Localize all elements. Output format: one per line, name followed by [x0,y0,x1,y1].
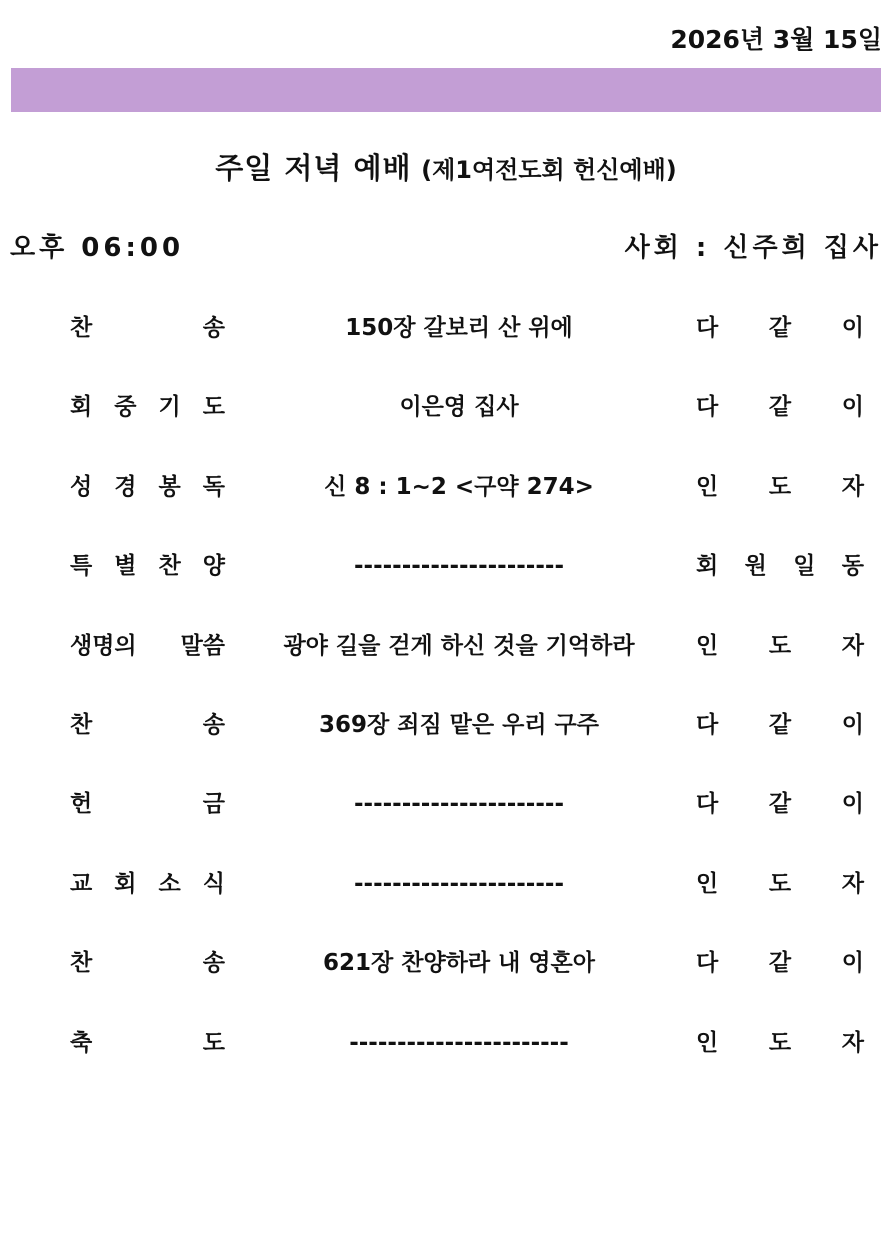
worship-row [0,288,892,367]
worship-item-name-part: 찬 [158,553,181,580]
worship-item-name-part: 찬 [70,950,93,977]
worship-item-name-part: 봉 [158,473,181,500]
worship-item-content: 369장 죄짐 맡은 우리 구주 [318,711,599,738]
worship-item-name-part: 중 [114,394,137,421]
worship-item-participant [696,630,864,662]
worship-item-name-part: 송 [202,711,225,738]
worship-item-content: ---------------------- [353,870,564,897]
worship-item-name-part: 도 [202,394,225,421]
worship-item-participant-part: 도 [768,1029,792,1056]
worship-item-participant-part: 인 [696,473,719,500]
worship-item-name-part: 송 [202,315,225,341]
worship-item-name [70,868,225,900]
worship-item-participant-part: 일 [793,553,816,580]
worship-item-participant [696,868,864,900]
worship-item-name-part: 송 [202,950,225,977]
worship-row [0,685,892,764]
worship-item-participant-part: 이 [841,791,864,818]
worship-item-participant [696,312,864,344]
worship-item-participant-part: 다 [696,394,719,421]
worship-item-name-part: 도 [202,1029,225,1056]
worship-item-name-part: 경 [114,473,137,500]
worship-item-content: ---------------------- [353,553,564,580]
worship-item-participant-part: 인 [696,870,719,897]
worship-item-participant-part: 자 [841,1029,864,1056]
worship-item-name-part: 양 [202,553,225,580]
worship-item-content: 150장 갈보리 산 위에 [345,315,573,341]
worship-item-participant-part: 이 [841,394,864,421]
worship-item-content: 신 8 : 1~2 <구약 274> [324,473,594,500]
worship-item-participant-part: 이 [841,711,864,738]
worship-item-participant-part: 다 [696,711,719,738]
worship-item-name-part: 찬 [70,711,93,738]
worship-item-name-part: 별 [114,553,137,580]
order-of-worship-list [0,288,892,1082]
worship-item-name [70,947,225,979]
worship-item-name-part: 금 [202,791,225,818]
worship-item-content: 이은영 집사 [399,394,519,421]
worship-item-participant-part: 같 [768,791,792,818]
worship-item-participant-part: 원 [744,553,767,580]
worship-item-participant-part: 다 [696,315,719,341]
worship-item-name-part: 말씀 [180,632,225,659]
worship-item-participant-part: 도 [768,473,792,500]
worship-row [0,526,892,605]
worship-item-name [70,471,225,503]
service-time: 오후 06:00 [10,233,185,263]
worship-item-content: 621장 찬양하라 내 영혼아 [323,950,595,977]
worship-item-content: 광야 길을 걷게 하신 것을 기억하라 [283,632,635,659]
worship-item-participant-part: 같 [768,950,792,977]
worship-item-participant [696,1027,864,1059]
worship-item-participant [696,947,864,979]
worship-item-participant-part: 다 [696,950,719,977]
worship-item-participant-part: 도 [768,632,792,659]
worship-item-participant-part: 이 [841,950,864,977]
worship-item-name [70,630,225,662]
worship-item-participant-part: 이 [841,315,864,341]
worship-item-name-part: 헌 [70,791,93,818]
worship-item-participant-part: 같 [768,711,792,738]
worship-item-participant-part: 도 [768,870,792,897]
worship-item-participant-part: 인 [696,632,719,659]
worship-item-participant-part: 같 [768,394,792,421]
worship-row [0,764,892,843]
worship-item-participant [696,391,864,423]
worship-item-name-part: 회 [114,870,137,897]
worship-item-name-part: 축 [70,1029,93,1056]
worship-item-name-part: 생명의 [70,632,137,659]
worship-item-content: ----------------------- [349,1029,569,1056]
worship-item-participant-part: 인 [696,1029,719,1056]
worship-item-participant [696,471,864,503]
worship-row [0,367,892,446]
worship-item-name [70,312,225,344]
worship-item-name [70,391,225,423]
worship-item-participant-part: 자 [841,632,864,659]
service-title-sub: (제1여전도회 헌신예배) [421,156,677,184]
worship-item-name-part: 소 [158,870,181,897]
worship-item-name-part: 독 [202,473,225,500]
worship-item-participant [696,550,864,582]
worship-item-name [70,1027,225,1059]
service-leader: 사회 : 신주희 집사 [624,233,882,263]
worship-item-name-part: 회 [70,394,93,421]
worship-item-name-part: 성 [70,473,93,500]
worship-row [0,606,892,685]
worship-item-name-part: 식 [202,870,225,897]
worship-item-participant [696,788,864,820]
worship-item-participant-part: 회 [696,553,719,580]
service-title-main: 주일 저녁 예배 [215,151,412,185]
bulletin-date: 2026년 3월 15일 [670,25,882,54]
worship-row [0,923,892,1002]
worship-item-participant [696,709,864,741]
worship-item-name-part: 특 [70,553,93,580]
worship-row [0,447,892,526]
worship-item-name [70,550,225,582]
worship-item-participant-part: 동 [841,553,864,580]
worship-item-participant-part: 자 [841,473,864,500]
worship-row [0,844,892,923]
worship-item-name [70,709,225,741]
worship-item-name-part: 찬 [70,315,93,341]
worship-item-participant-part: 자 [841,870,864,897]
worship-item-name [70,788,225,820]
service-title [0,146,892,187]
worship-item-participant-part: 같 [768,315,792,341]
worship-item-name-part: 기 [158,394,181,421]
worship-item-name-part: 교 [70,870,93,897]
worship-item-content: ---------------------- [353,791,564,818]
header-color-bar [11,68,881,112]
worship-row [0,1003,892,1082]
worship-item-participant-part: 다 [696,791,719,818]
